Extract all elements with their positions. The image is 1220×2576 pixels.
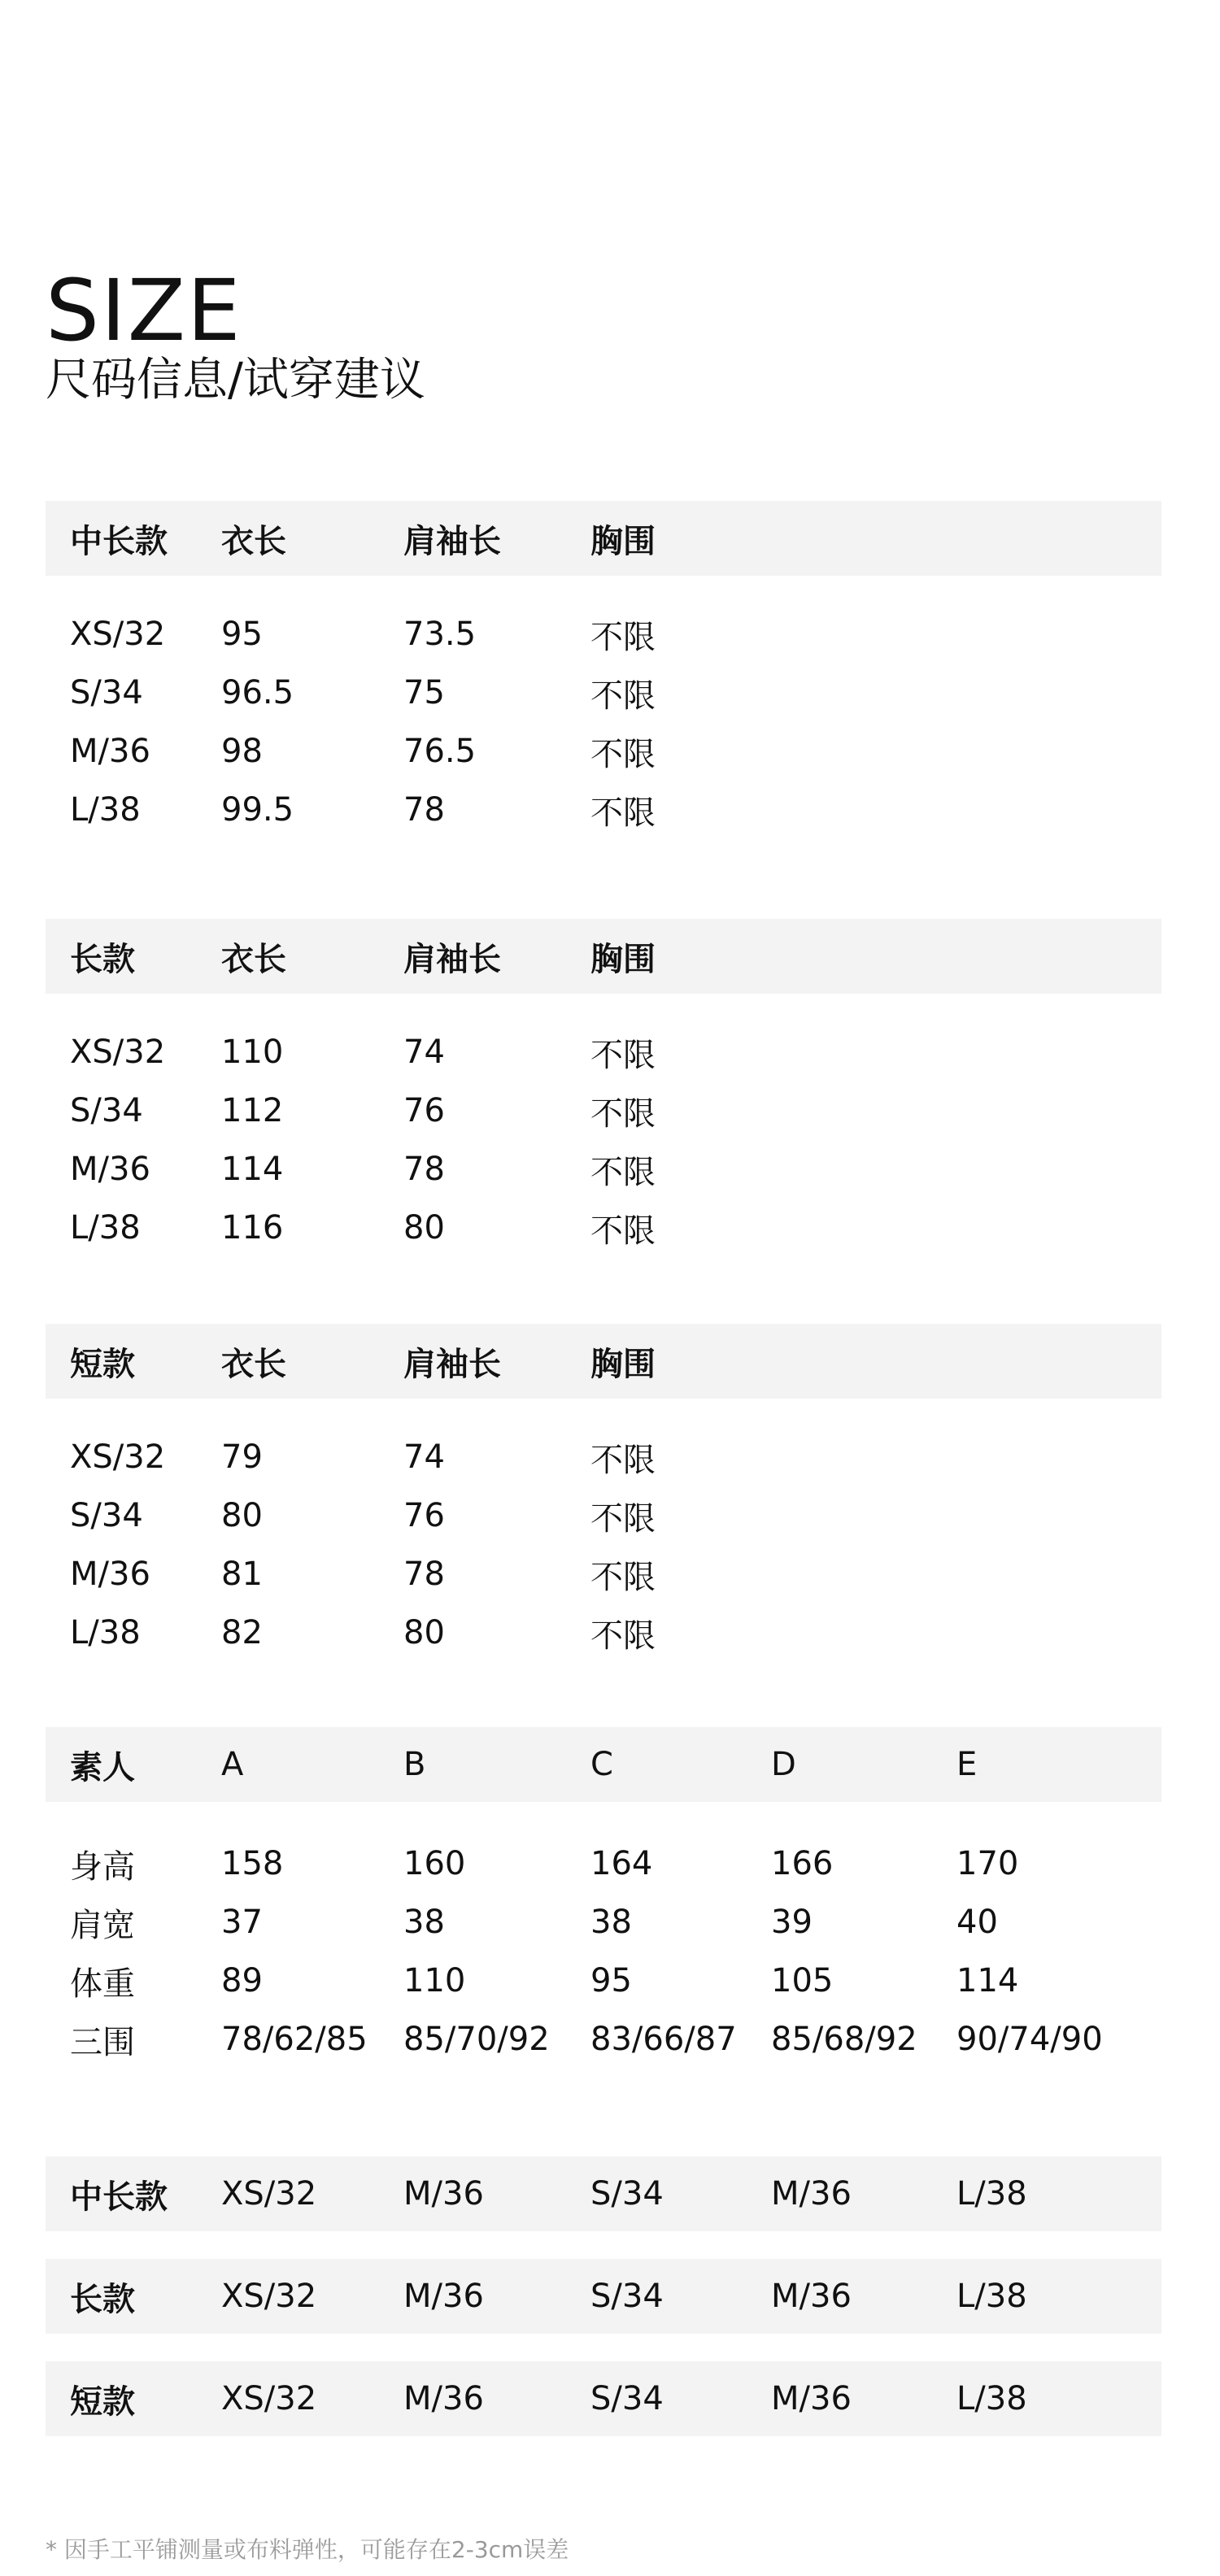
table-cell: 89: [221, 1962, 263, 1999]
table-cell: 78: [403, 791, 445, 829]
table-cell: 78: [403, 1151, 445, 1188]
fit-style-label: 长款: [70, 2280, 135, 2318]
table-cell: 95: [590, 1962, 632, 1999]
table-cell: XS/32: [70, 616, 166, 653]
header-cell: C: [590, 1746, 613, 1783]
table-cell: 95: [221, 616, 263, 653]
fit-row: [46, 2361, 1161, 2436]
table-cell: 37: [221, 1904, 263, 1941]
table-cell: 83/66/87: [590, 2021, 737, 2058]
table-cell: 74: [403, 1033, 445, 1071]
table-cell: 80: [221, 1497, 263, 1534]
table-row: [46, 1081, 1161, 1140]
table-cell: 74: [403, 1438, 445, 1476]
size-table-long: [46, 919, 1161, 1257]
table-header: [46, 919, 1161, 994]
header-cell: 肩袖长: [403, 940, 501, 978]
table-cell: 38: [403, 1904, 445, 1941]
table-row: [46, 1545, 1161, 1603]
table-row: [46, 2010, 1161, 2069]
table-cell: M/36: [70, 1151, 150, 1188]
table-cell: 不限: [590, 735, 656, 773]
table-cell: L/38: [70, 791, 141, 829]
header-cell: B: [403, 1746, 426, 1783]
table-cell: 73.5: [403, 616, 477, 653]
table-cell: L/38: [70, 1209, 141, 1247]
table-row: [46, 1603, 1161, 1662]
table-row: [46, 722, 1161, 781]
table-row: [46, 781, 1161, 839]
size-table-mid-length: [46, 501, 1161, 839]
table-cell: 肩宽: [70, 1906, 135, 1944]
table-cell: 不限: [590, 618, 656, 656]
table-header: [46, 1324, 1161, 1399]
fit-size-cell: M/36: [403, 2175, 484, 2213]
fit-size-cell: S/34: [590, 2175, 664, 2213]
fit-row: [46, 2259, 1161, 2334]
table-row: [46, 1199, 1161, 1257]
table-cell: 不限: [590, 1094, 656, 1133]
table-cell: 不限: [590, 677, 656, 715]
page-title-cn: 尺码信息/试穿建议: [46, 354, 425, 407]
fit-size-cell: M/36: [403, 2380, 484, 2417]
table-cell: 75: [403, 674, 445, 711]
fit-size-cell: M/36: [771, 2380, 852, 2417]
model-measurements-table: [46, 1727, 1161, 2069]
table-cell: 170: [956, 1845, 1019, 1882]
table-cell: 98: [221, 733, 263, 770]
fit-size-cell: L/38: [956, 2278, 1027, 2315]
table-cell: S/34: [70, 1092, 143, 1129]
fit-size-cell: S/34: [590, 2380, 664, 2417]
measurement-footnote: * 因手工平铺测量或布料弹性，可能存在2-3cm误差: [46, 2536, 569, 2563]
fit-row-mid-length: [46, 2156, 1161, 2231]
table-cell: 体重: [70, 1965, 135, 2003]
fit-size-cell: L/38: [956, 2380, 1027, 2417]
table-cell: 不限: [590, 1036, 656, 1074]
table-cell: 99.5: [221, 791, 294, 829]
header-cell: E: [956, 1746, 978, 1783]
table-cell: XS/32: [70, 1033, 166, 1071]
table-cell: 78: [403, 1556, 445, 1593]
table-cell: M/36: [70, 733, 150, 770]
table-cell: 114: [221, 1151, 284, 1188]
table-cell: 不限: [590, 1153, 656, 1191]
header-cell: 长款: [70, 940, 135, 978]
header-cell: 短款: [70, 1345, 135, 1383]
table-cell: 不限: [590, 1617, 656, 1655]
fit-size-cell: XS/32: [221, 2278, 317, 2315]
table-cell: 身高: [70, 1847, 135, 1886]
table-cell: 96.5: [221, 674, 294, 711]
table-cell: S/34: [70, 674, 143, 711]
table-cell: 164: [590, 1845, 653, 1882]
fit-style-label: 短款: [70, 2382, 135, 2421]
header-cell: 胸围: [590, 1345, 656, 1383]
table-header: [46, 1727, 1161, 1802]
table-cell: S/34: [70, 1497, 143, 1534]
header-cell: 衣长: [221, 522, 286, 560]
table-cell: 82: [221, 1614, 263, 1651]
table-cell: 80: [403, 1209, 445, 1247]
table-row: [46, 605, 1161, 664]
size-table-short: [46, 1324, 1161, 1662]
table-cell: 166: [771, 1845, 834, 1882]
table-row: [46, 1486, 1161, 1545]
table-cell: 不限: [590, 1441, 656, 1479]
table-cell: 76.5: [403, 733, 477, 770]
fit-size-cell: M/36: [403, 2278, 484, 2315]
table-cell: 76: [403, 1092, 445, 1129]
fit-size-cell: S/34: [590, 2278, 664, 2315]
header-cell: 肩袖长: [403, 1345, 501, 1383]
table-row: [46, 1893, 1161, 1952]
table-cell: 不限: [590, 1499, 656, 1538]
table-cell: 110: [221, 1033, 284, 1071]
table-cell: XS/32: [70, 1438, 166, 1476]
table-row: [46, 1952, 1161, 2010]
fit-size-cell: XS/32: [221, 2380, 317, 2417]
table-cell: 三围: [70, 2023, 135, 2061]
header-cell: 中长款: [70, 522, 168, 560]
table-cell: 76: [403, 1497, 445, 1534]
fit-size-cell: M/36: [771, 2175, 852, 2213]
table-cell: 39: [771, 1904, 813, 1941]
table-cell: 81: [221, 1556, 263, 1593]
table-row: [46, 1023, 1161, 1081]
fit-style-label: 中长款: [70, 2178, 168, 2216]
table-cell: 105: [771, 1962, 834, 1999]
table-row: [46, 1428, 1161, 1486]
table-cell: 110: [403, 1962, 466, 1999]
table-cell: 78/62/85: [221, 2021, 368, 2058]
fit-size-cell: L/38: [956, 2175, 1027, 2213]
header-cell: A: [221, 1746, 244, 1783]
page-title-en: SIZE: [46, 261, 242, 360]
table-cell: 不限: [590, 1212, 656, 1250]
header-cell: 衣长: [221, 940, 286, 978]
table-cell: 不限: [590, 794, 656, 832]
table-cell: 160: [403, 1845, 466, 1882]
table-cell: 85/70/92: [403, 2021, 550, 2058]
table-cell: 116: [221, 1209, 284, 1247]
table-cell: 85/68/92: [771, 2021, 917, 2058]
header-cell: 肩袖长: [403, 522, 501, 560]
table-cell: 38: [590, 1904, 632, 1941]
table-row: [46, 1834, 1161, 1893]
fit-row-long: [46, 2259, 1161, 2334]
table-cell: M/36: [70, 1556, 150, 1593]
table-cell: 79: [221, 1438, 263, 1476]
table-cell: 40: [956, 1904, 998, 1941]
header-cell: 胸围: [590, 940, 656, 978]
table-cell: 158: [221, 1845, 284, 1882]
table-cell: 不限: [590, 1558, 656, 1596]
fit-size-cell: M/36: [771, 2278, 852, 2315]
table-cell: 80: [403, 1614, 445, 1651]
fit-row: [46, 2156, 1161, 2231]
fit-row-short: [46, 2361, 1161, 2436]
fit-size-cell: XS/32: [221, 2175, 317, 2213]
table-cell: 114: [956, 1962, 1019, 1999]
table-row: [46, 1140, 1161, 1199]
table-header: [46, 501, 1161, 576]
table-row: [46, 664, 1161, 722]
table-cell: 112: [221, 1092, 284, 1129]
header-cell: D: [771, 1746, 796, 1783]
table-cell: L/38: [70, 1614, 141, 1651]
table-cell: 90/74/90: [956, 2021, 1103, 2058]
header-cell: 衣长: [221, 1345, 286, 1383]
header-cell: 素人: [70, 1748, 135, 1786]
header-cell: 胸围: [590, 522, 656, 560]
